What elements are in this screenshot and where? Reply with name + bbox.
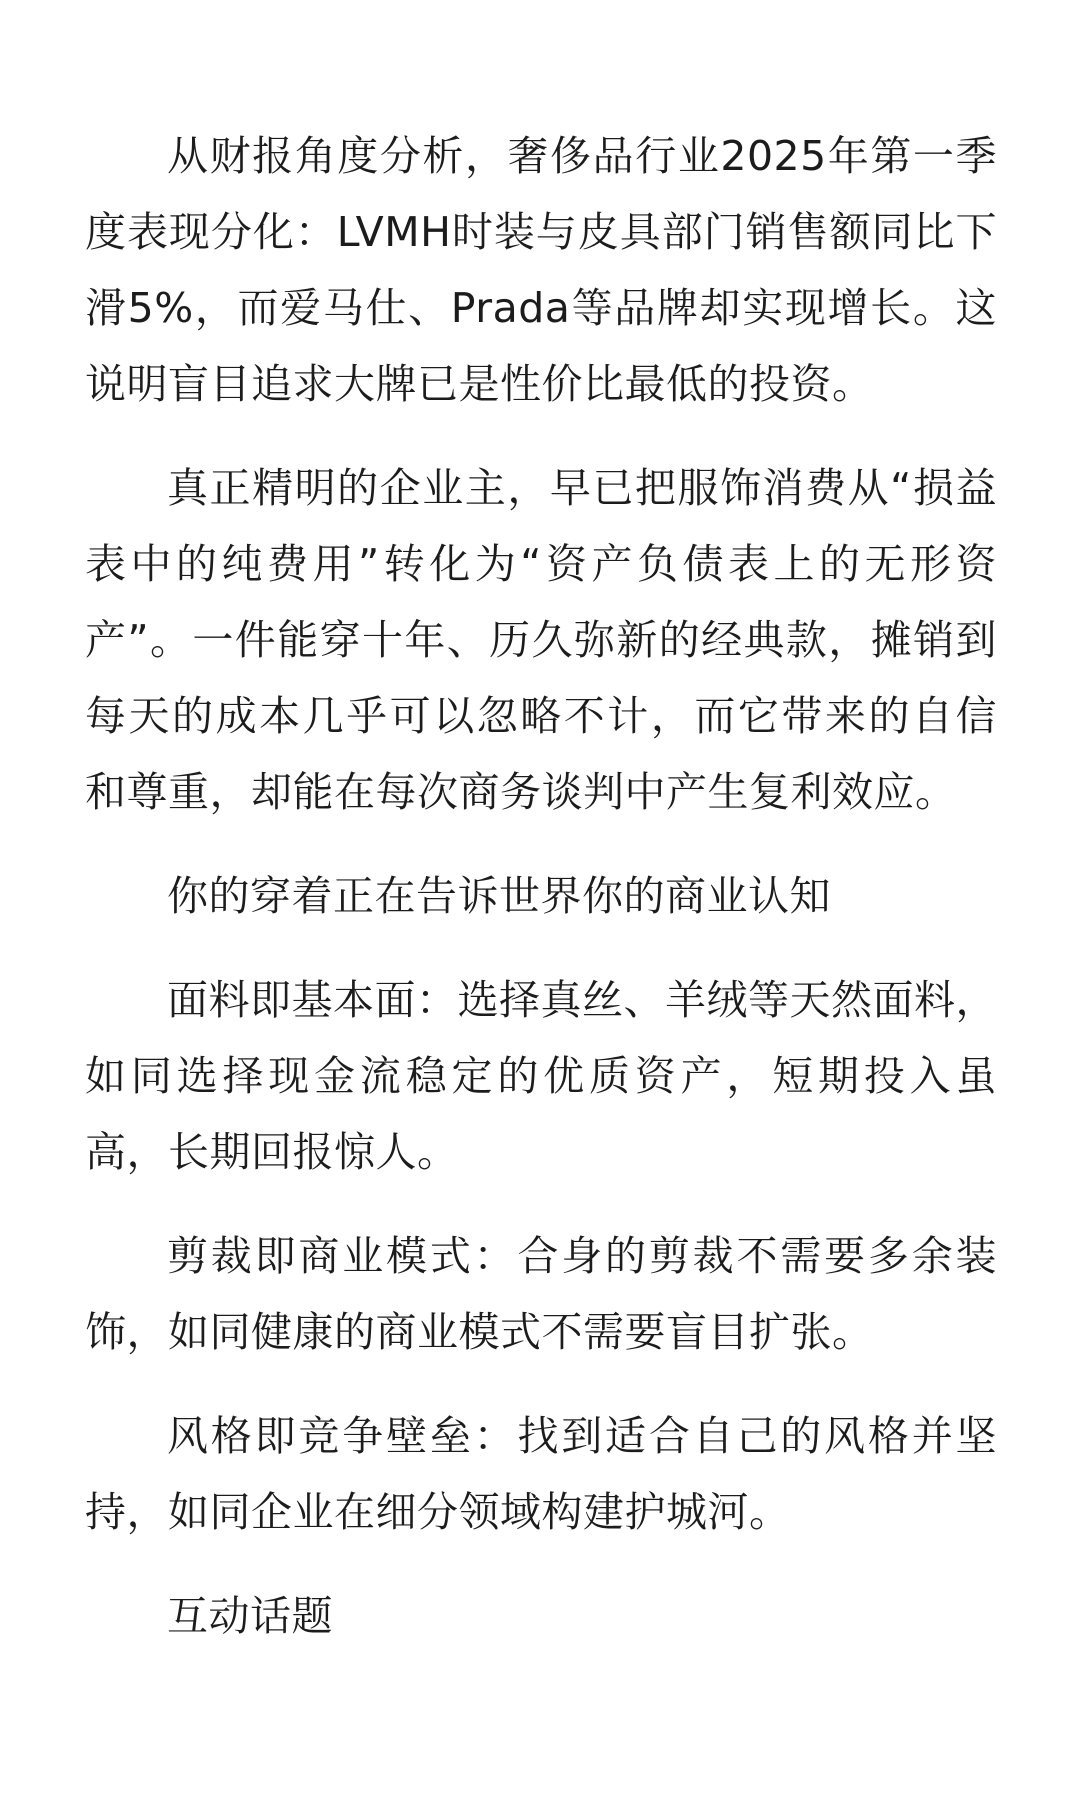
article-body	[85, 118, 997, 1682]
paragraph-style: 风格即竞争壁垒：找到适合自己的风格并坚持，如同企业在细分领域构建护城河。	[85, 1412, 997, 1536]
paragraph-smart-owners: 真正精明的企业主，早已把服饰消费从“损益表中的纯费用”转化为“资产负债表上的无形资产”。一件能穿十年、历久弥新的经典款，摊销到每天的成本几乎可以忽略不计，而它带来的自信和尊重，却能在每次商务谈判中产生复利效应。	[85, 464, 997, 816]
paragraph-fabric: 面料即基本面：选择真丝、羊绒等天然面料，如同选择现金流稳定的优质资产，短期投入虽高，长期回报惊人。	[85, 976, 997, 1176]
section-heading-business-cognition: 你的穿着正在告诉世界你的商业认知	[167, 872, 831, 920]
section-heading-interactive-topic: 互动话题	[167, 1592, 333, 1640]
paragraph-financial-analysis: 从财报角度分析，奢侈品行业2025年第一季度表现分化：LVMH时装与皮具部门销售额同比下滑5%，而爱马仕、Prada等品牌却实现增长。这说明盲目追求大牌已是性价比最低的投资。	[85, 132, 997, 408]
paragraph-tailoring: 剪裁即商业模式：合身的剪裁不需要多余装饰，如同健康的商业模式不需要盲目扩张。	[85, 1232, 997, 1356]
